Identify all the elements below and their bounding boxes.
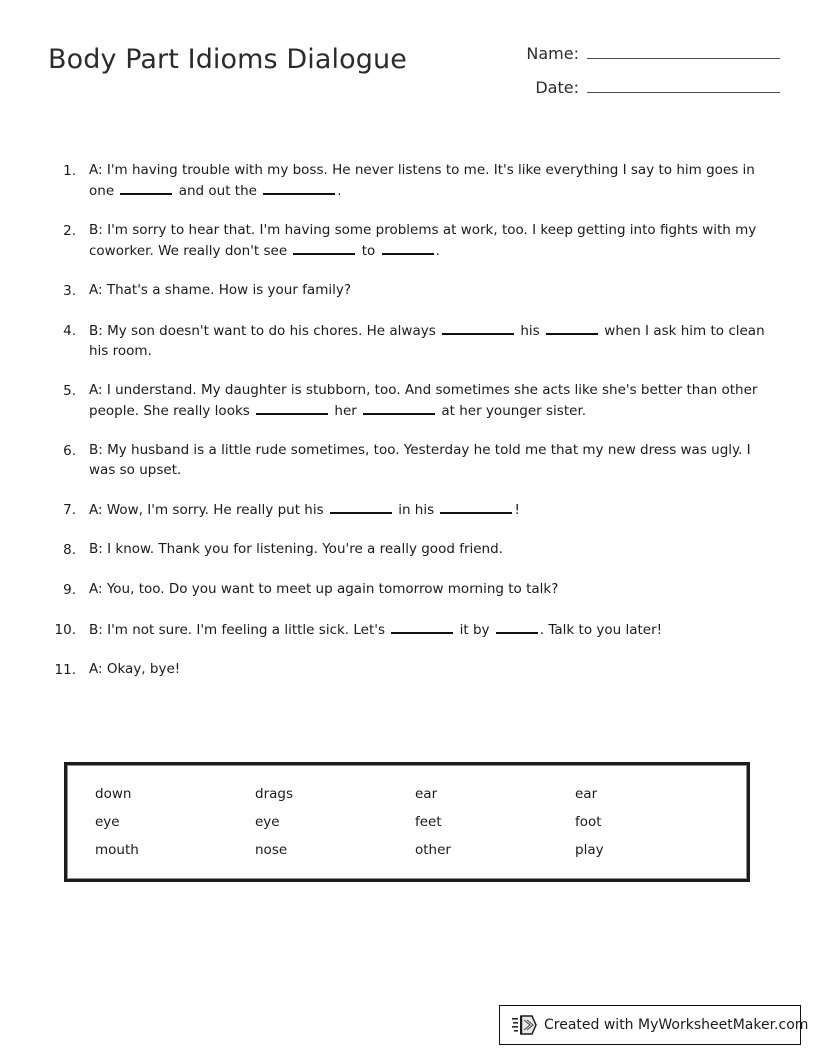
- item-number: 2.: [63, 223, 76, 239]
- item-number: 8.: [63, 542, 76, 558]
- item-text-segment: his: [516, 323, 544, 339]
- item-text-segment: A: I'm having trouble with my boss. He never listens to me. It's like everything I say to him goes in one: [89, 162, 755, 199]
- item-text: [76, 499, 772, 520]
- item-text-segment: A: Wow, I'm sorry. He really put his: [89, 502, 328, 518]
- item-number: 9.: [63, 582, 76, 598]
- dialogue-item: [46, 280, 772, 301]
- word-bank-row: [68, 780, 746, 808]
- item-text-segment: . Talk to you later!: [539, 622, 663, 638]
- name-label: Name:: [526, 44, 579, 63]
- item-text-segment: !: [514, 502, 520, 518]
- word-bank-word[interactable]: nose: [255, 842, 288, 858]
- word-bank-word[interactable]: ear: [575, 786, 598, 802]
- item-text-segment: in his: [393, 502, 439, 518]
- item-text-segment: A: That's a shame. How is your family?: [89, 282, 352, 298]
- item-number: 5.: [63, 383, 76, 399]
- word-bank: [64, 762, 750, 882]
- word-bank-inner: [67, 765, 747, 879]
- dialogue-item: [46, 619, 772, 640]
- word-bank-word[interactable]: feet: [415, 814, 442, 830]
- item-text: [76, 659, 772, 679]
- dialogue-item: [46, 659, 772, 680]
- name-input-line[interactable]: [587, 44, 780, 59]
- worksheet-header: [0, 0, 816, 130]
- answer-blank[interactable]: [382, 240, 434, 255]
- item-text: [76, 220, 772, 261]
- answer-blank[interactable]: [256, 400, 328, 415]
- word-bank-word[interactable]: play: [575, 842, 604, 858]
- date-input-line[interactable]: [587, 78, 780, 93]
- item-text-segment: her: [330, 403, 362, 419]
- item-text-segment: A: You, too. Do you want to meet up again tomorrow morning to talk?: [89, 581, 559, 597]
- name-row: [490, 44, 780, 63]
- item-text-segment: and out the: [174, 183, 262, 199]
- item-text: [76, 440, 772, 480]
- item-number: 6.: [63, 443, 76, 459]
- dialogue-item: [46, 380, 772, 421]
- item-text-segment: B: My husband is a little rude sometimes, too. Yesterday he told me that my new dress was ugly. I was so upset.: [89, 442, 751, 478]
- dialogue-item: [46, 499, 772, 520]
- word-bank-word[interactable]: down: [95, 786, 132, 802]
- item-text-segment: .: [435, 243, 440, 259]
- footer-badge-text: Created with MyWorksheetMaker.com: [544, 1017, 809, 1033]
- item-number: 1.: [63, 163, 76, 179]
- item-number: 7.: [63, 502, 76, 518]
- dialogue-item: [46, 160, 772, 201]
- item-text: [76, 280, 772, 300]
- dialogue-item: [46, 220, 772, 261]
- word-bank-row: [68, 836, 746, 864]
- worksheet-maker-logo-icon: [512, 1013, 538, 1037]
- date-row: [490, 78, 780, 97]
- answer-blank[interactable]: [442, 320, 514, 335]
- item-text-segment: B: I know. Thank you for listening. You're a really good friend.: [89, 541, 503, 557]
- answer-blank[interactable]: [546, 320, 598, 335]
- item-text: [76, 619, 772, 640]
- word-bank-row: [68, 808, 746, 836]
- answer-blank[interactable]: [293, 240, 355, 255]
- dialogue-item: [46, 320, 772, 361]
- date-label: Date:: [535, 78, 579, 97]
- word-bank-word[interactable]: drags: [255, 786, 293, 802]
- item-text-segment: it by: [455, 622, 494, 638]
- answer-blank[interactable]: [263, 180, 335, 195]
- word-bank-word[interactable]: eye: [95, 814, 120, 830]
- item-text-segment: when I ask him to clean his room.: [89, 323, 765, 359]
- answer-blank[interactable]: [363, 400, 435, 415]
- word-bank-word[interactable]: other: [415, 842, 451, 858]
- item-number: 3.: [63, 283, 76, 299]
- item-text-segment: to: [357, 243, 380, 259]
- footer-badge[interactable]: [499, 1005, 809, 1045]
- item-number: 10.: [54, 622, 76, 638]
- item-text-segment: B: I'm sorry to hear that. I'm having some problems at work, too. I keep getting into fights with my coworker. We really don't see: [89, 222, 757, 259]
- item-text: [76, 380, 772, 421]
- dialogue-items-list: [46, 160, 772, 699]
- word-bank-word[interactable]: ear: [415, 786, 438, 802]
- dialogue-item: [46, 440, 772, 480]
- answer-blank[interactable]: [391, 619, 453, 634]
- item-text-segment: A: I understand. My daughter is stubborn, too. And sometimes she acts like she's better than other people. She really looks: [89, 382, 758, 419]
- item-text: [76, 579, 772, 599]
- word-bank-word[interactable]: eye: [255, 814, 280, 830]
- item-text: [76, 539, 772, 559]
- item-number: 4.: [63, 323, 76, 339]
- answer-blank[interactable]: [330, 499, 392, 514]
- item-text-segment: B: My son doesn't want to do his chores. He always: [89, 323, 441, 339]
- item-number: 11.: [54, 662, 76, 678]
- item-text-segment: B: I'm not sure. I'm feeling a little sick. Let's: [89, 622, 390, 638]
- item-text-segment: at her younger sister.: [437, 403, 587, 419]
- dialogue-item: [46, 579, 772, 600]
- word-bank-word[interactable]: foot: [575, 814, 602, 830]
- answer-blank[interactable]: [120, 180, 172, 195]
- name-date-block: [490, 44, 780, 112]
- item-text: [76, 160, 772, 201]
- item-text: [76, 320, 772, 361]
- item-text-segment: .: [337, 183, 342, 199]
- item-text-segment: A: Okay, bye!: [89, 661, 181, 677]
- dialogue-item: [46, 539, 772, 560]
- word-bank-word[interactable]: mouth: [95, 842, 139, 858]
- answer-blank[interactable]: [496, 619, 538, 634]
- page-title: Body Part Idioms Dialogue: [48, 44, 407, 75]
- answer-blank[interactable]: [440, 499, 512, 514]
